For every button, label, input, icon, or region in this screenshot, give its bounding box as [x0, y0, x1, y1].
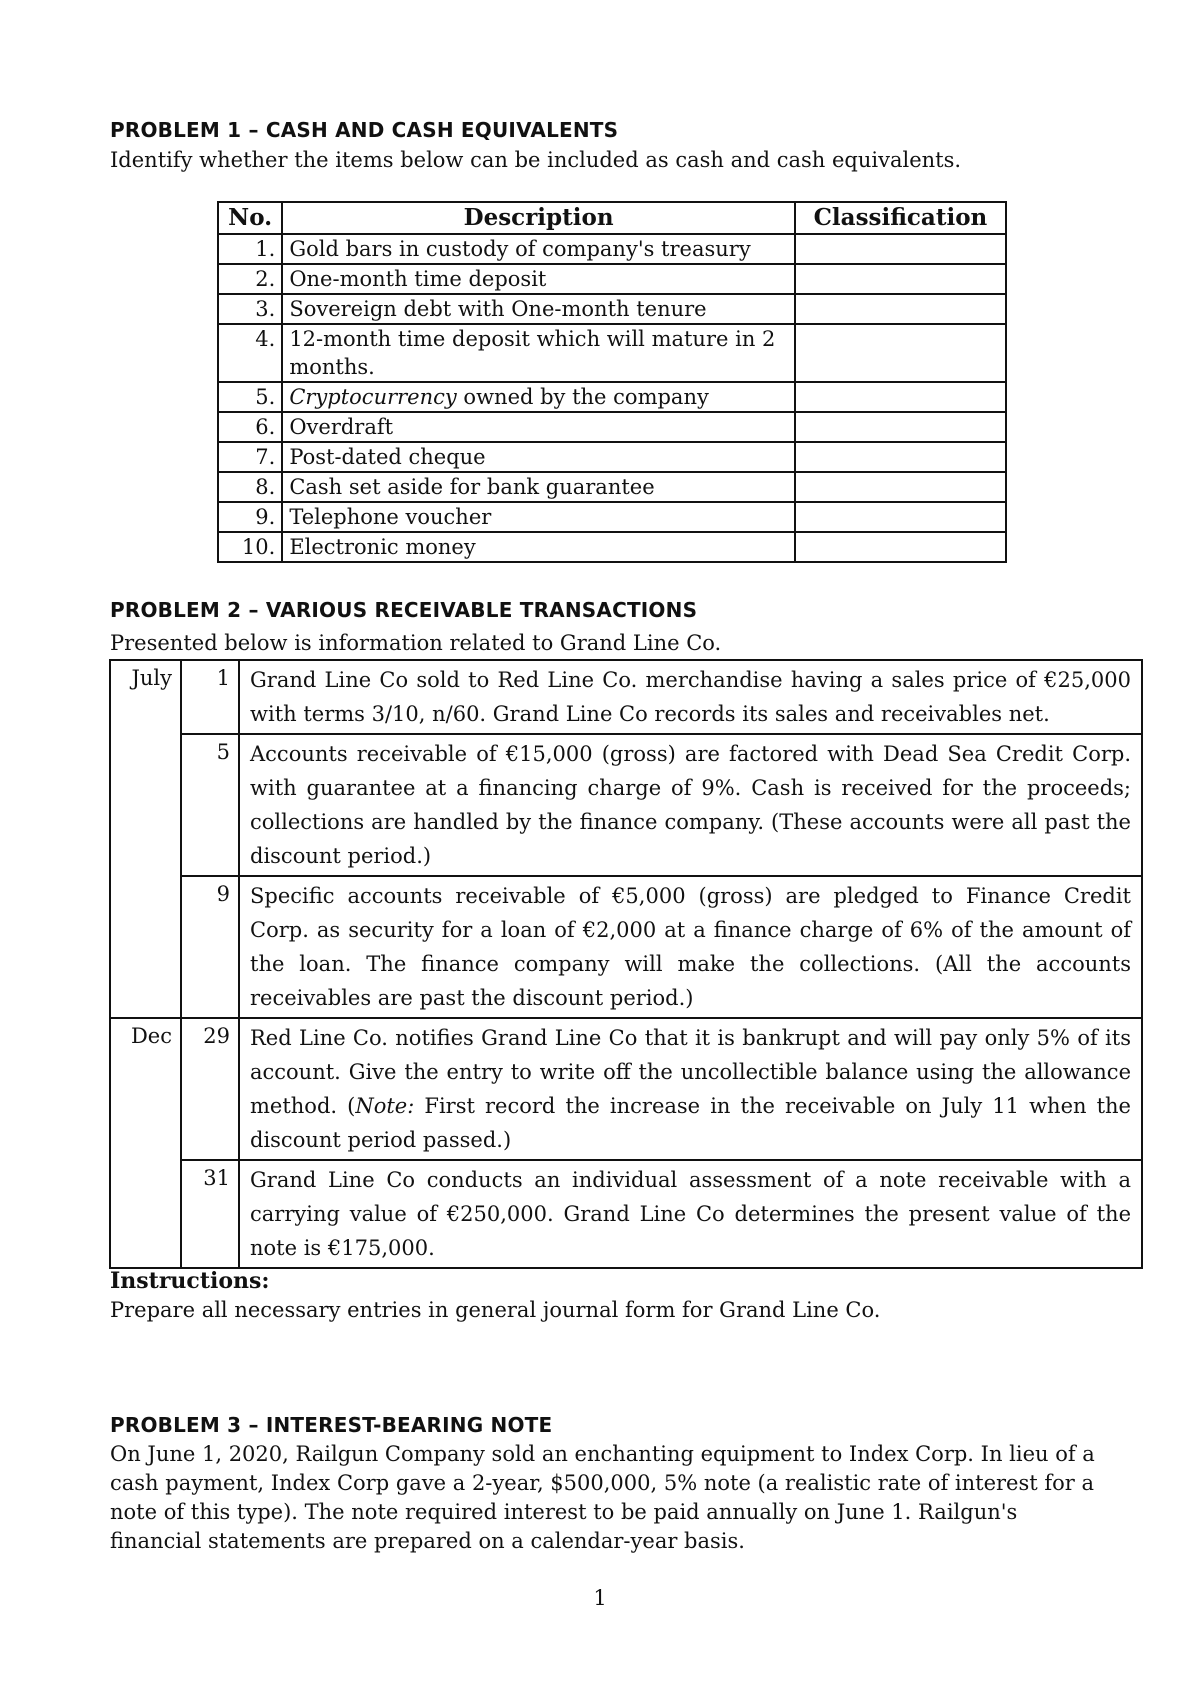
table-row	[218, 502, 1006, 532]
table-row	[218, 442, 1006, 472]
row-description: Post-dated cheque	[282, 442, 795, 472]
header-classification: Classification	[795, 202, 1006, 234]
row-no: 9.	[218, 502, 282, 532]
row-no: 8.	[218, 472, 282, 502]
header-no: No.	[218, 202, 282, 234]
row-no: 2.	[218, 264, 282, 294]
problem1-instruction: Identify whether the items below can be included as cash and cash equivalents.	[110, 148, 962, 172]
transaction-text-part: Red Line Co. notifies Grand Line Co that it is bankrupt and will pay only 5% of its account. Give the entry to write off the uncollectible balance using the allowance method. (	[250, 1026, 1131, 1118]
table-row	[110, 1018, 1142, 1160]
problem2-intro: Presented below is information related to Grand Line Co.	[110, 631, 722, 655]
transaction-month	[110, 734, 181, 876]
transaction-day: 9	[181, 876, 239, 1018]
table-row	[218, 324, 1006, 382]
table-row	[218, 412, 1006, 442]
table-row	[218, 472, 1006, 502]
instructions-label: Instructions:	[110, 1268, 270, 1294]
row-description: 12-month time deposit which will mature in 2 months.	[282, 324, 795, 382]
page-number: 1	[593, 1586, 607, 1610]
table-row	[218, 294, 1006, 324]
transaction-note-emphasis: Note:	[355, 1094, 415, 1118]
row-description: Gold bars in custody of company's treasury	[282, 234, 795, 264]
transaction-text-part: First record the increase in the receivable on July 11 when the discount period passed.)	[250, 1094, 1131, 1152]
row-classification[interactable]	[795, 324, 1006, 382]
row-description	[282, 382, 795, 412]
row-description: Sovereign debt with One-month tenure	[282, 294, 795, 324]
problem1-table	[217, 201, 1007, 563]
transaction-text: Grand Line Co conducts an individual assessment of a note receivable with a carrying value of €250,000. Grand Line Co determines the present value of the note is €175,000.	[239, 1160, 1142, 1268]
transaction-month	[110, 876, 181, 1018]
transaction-day: 29	[181, 1018, 239, 1160]
problem3-text: On June 1, 2020, Railgun Company sold an enchanting equipment to Index Corp. In lieu of a cash payment, Index Corp gave a 2-year, $500,000, 5% note (a realistic rate of interest for a note of this type). The note required interest to be paid annually on June 1. Railgun's financial statements are prepared on a calendar-year basis.	[110, 1442, 1095, 1553]
transaction-month: Dec	[110, 1018, 181, 1160]
row-description: Telephone voucher	[282, 502, 795, 532]
transaction-text: Grand Line Co sold to Red Line Co. merchandise having a sales price of €25,000 with terms 3/10, n/60. Grand Line Co records its sales and receivables net.	[239, 660, 1142, 734]
row-no: 1.	[218, 234, 282, 264]
instructions-text: Prepare all necessary entries in general journal form for Grand Line Co.	[110, 1298, 881, 1322]
row-no: 3.	[218, 294, 282, 324]
table-row	[110, 660, 1142, 734]
row-classification[interactable]	[795, 294, 1006, 324]
row-description: Overdraft	[282, 412, 795, 442]
transaction-text: Accounts receivable of €15,000 (gross) are factored with Dead Sea Credit Corp. with guarantee at a financing charge of 9%. Cash is received for the proceeds; collections are handled by the finance company. (These accounts were all past the discount period.)	[239, 734, 1142, 876]
transaction-day: 1	[181, 660, 239, 734]
table-row	[218, 234, 1006, 264]
problem2-transactions-table	[109, 659, 1143, 1269]
row-no: 10.	[218, 532, 282, 562]
table-row	[110, 734, 1142, 876]
row-classification[interactable]	[795, 234, 1006, 264]
table-row	[110, 876, 1142, 1018]
table-row	[218, 264, 1006, 294]
transaction-text	[239, 1018, 1142, 1160]
row-description: One-month time deposit	[282, 264, 795, 294]
row-description-emphasis: Cryptocurrency	[289, 385, 457, 409]
problem1-title: PROBLEM 1 – CASH AND CASH EQUIVALENTS	[110, 118, 619, 142]
row-classification[interactable]	[795, 264, 1006, 294]
table-row	[218, 382, 1006, 412]
row-no: 5.	[218, 382, 282, 412]
row-no: 4.	[218, 324, 282, 382]
table-header-row	[218, 202, 1006, 234]
transaction-month	[110, 1160, 181, 1268]
transaction-month: July	[110, 660, 181, 734]
transaction-day: 5	[181, 734, 239, 876]
table-row	[218, 532, 1006, 562]
row-description: Cash set aside for bank guarantee	[282, 472, 795, 502]
table-row	[110, 1160, 1142, 1268]
transaction-day: 31	[181, 1160, 239, 1268]
row-classification[interactable]	[795, 442, 1006, 472]
row-classification[interactable]	[795, 502, 1006, 532]
row-classification[interactable]	[795, 472, 1006, 502]
row-no: 6.	[218, 412, 282, 442]
row-classification[interactable]	[795, 532, 1006, 562]
row-description-rest: owned by the company	[456, 385, 709, 409]
row-classification[interactable]	[795, 382, 1006, 412]
row-classification[interactable]	[795, 412, 1006, 442]
problem2-title: PROBLEM 2 – VARIOUS RECEIVABLE TRANSACTIONS	[110, 598, 698, 622]
problem3-title: PROBLEM 3 – INTEREST-BEARING NOTE	[110, 1413, 553, 1437]
row-no: 7.	[218, 442, 282, 472]
transaction-text: Specific accounts receivable of €5,000 (gross) are pledged to Finance Credit Corp. as security for a loan of €2,000 at a finance charge of 6% of the amount of the loan. The finance company will make the collections. (All the accounts receivables are past the discount period.)	[239, 876, 1142, 1018]
row-description: Electronic money	[282, 532, 795, 562]
header-description: Description	[282, 202, 795, 234]
